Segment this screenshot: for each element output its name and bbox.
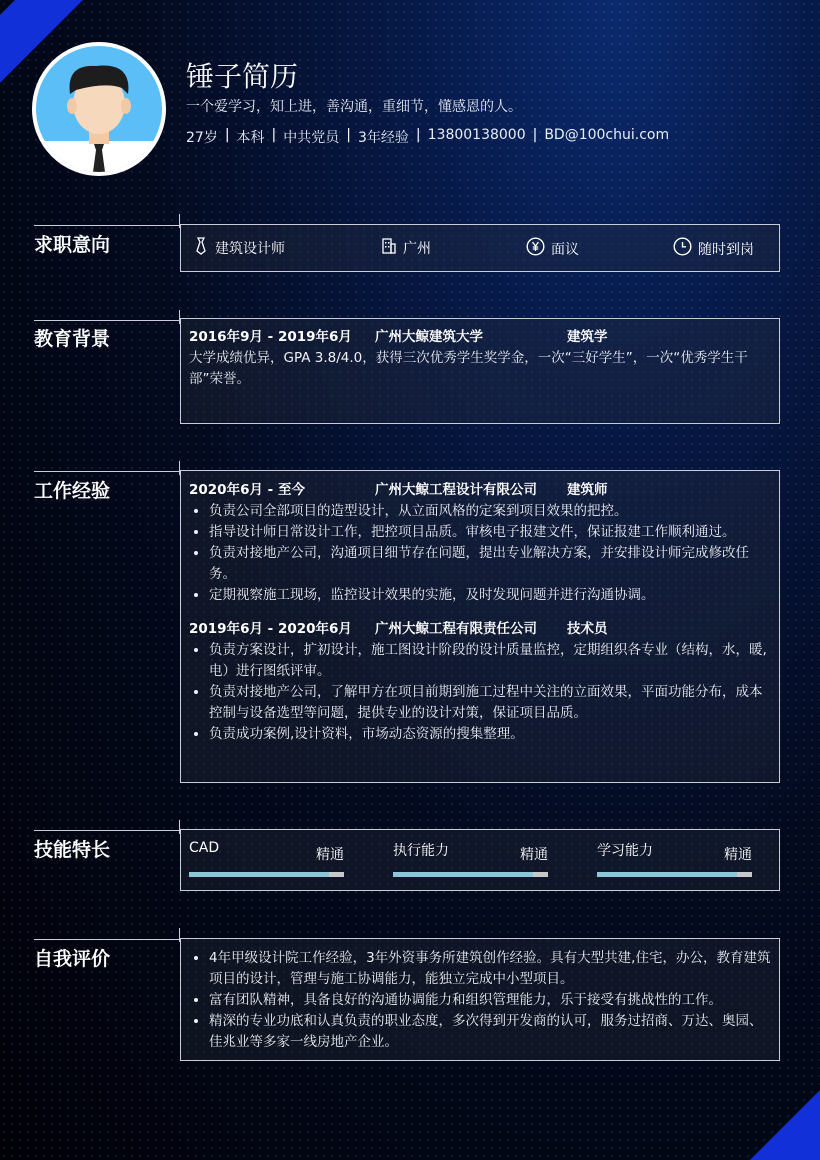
education-head bbox=[189, 327, 771, 348]
list-item: • 负责对接地产公司，沟通项目细节存在问题，提出专业解决方案，并安排设计师完成修改任务。 bbox=[209, 543, 771, 585]
section-title-self: 自我评价 bbox=[34, 948, 111, 970]
skill-name: CAD bbox=[189, 840, 220, 856]
info-age: 27岁 bbox=[186, 130, 218, 146]
yen-icon bbox=[526, 237, 551, 260]
intent-label: 随时到岗 bbox=[698, 241, 754, 258]
section-title-skills: 技能特长 bbox=[34, 839, 111, 861]
education-desc: 大学成绩优异，GPA 3.8/4.0，获得三次优秀学生奖学金，一次“三好学生”，一次“优秀学生干部”荣誉。 bbox=[189, 350, 748, 387]
info-experience: 3年经验 bbox=[357, 130, 409, 146]
info-phone: 13800138000 bbox=[427, 127, 526, 143]
list-item: • 精深的专业功底和认真负责的职业态度，多次得到开发商的认可，服务过招商、万达、奥园、佳兆业等多家一线房地产企业。 bbox=[209, 1011, 771, 1053]
list-item: • 负责成功案例,设计资料，市场动态资源的搜集整理。 bbox=[209, 724, 771, 745]
list-item: • 负责方案设计，扩初设计，施工图设计阶段的设计质量监控，定期组织各专业（结构，水，暖,电）进行图纸评审。 bbox=[209, 640, 771, 682]
list-item: • 指导设计师日常设计工作，把控项目品质。审核电子报建文件，保证报建工作顺利通过。 bbox=[209, 522, 771, 543]
section-title-work: 工作经验 bbox=[34, 480, 111, 502]
work-box bbox=[180, 470, 780, 783]
decor-corner bbox=[750, 1090, 820, 1160]
resume-name: 锤子简历 bbox=[186, 60, 299, 93]
motto: 一个爱学习，知上进，善沟通，重细节，懂感恩的人。 bbox=[186, 99, 522, 115]
work-date: 2020年6月 - 至今 bbox=[189, 482, 305, 498]
education-box bbox=[180, 318, 780, 424]
intent-label: 建筑设计师 bbox=[215, 241, 285, 257]
skill-name: 学习能力 bbox=[597, 843, 653, 859]
basic-info: 27岁 | 本科 | 中共党员 | 3年经验 | 13800138000 | BD@100chui.com bbox=[186, 127, 670, 146]
job-role: 建筑师 bbox=[567, 482, 608, 498]
avatar bbox=[32, 42, 166, 176]
work-date: 2019年6月 - 2020年6月 bbox=[189, 621, 352, 637]
list-item: • 定期视察施工现场，监控设计效果的实施，及时发现问题并进行沟通协调。 bbox=[209, 585, 771, 606]
skill-level: 精通 bbox=[520, 847, 548, 863]
section-divider bbox=[34, 225, 180, 226]
skill-level: 精通 bbox=[724, 847, 752, 863]
building-icon bbox=[381, 237, 403, 259]
skill-bar bbox=[393, 872, 548, 877]
section-title-intent: 求职意向 bbox=[34, 234, 111, 256]
list-item: • 负责对接地产公司，了解甲方在项目前期到施工过程中关注的立面效果，平面功能分布，成本控制与设备选型等问题，提供专业的设计对策，保证项目品质。 bbox=[209, 682, 771, 724]
skill-bar bbox=[189, 872, 344, 877]
company-name: 广州大鲸工程设计有限公司 bbox=[375, 482, 537, 498]
work-entry bbox=[189, 619, 771, 745]
intent-box bbox=[180, 224, 780, 272]
info-party: 中共党员 bbox=[283, 130, 340, 146]
skill-item bbox=[597, 840, 752, 877]
self-eval-box bbox=[180, 938, 780, 1061]
intent-position bbox=[193, 237, 285, 259]
intent-label: 广州 bbox=[403, 241, 431, 257]
list-item: • 4年甲级设计院工作经验，3年外资事务所建筑创作经验。具有大型共建,住宅，办公，教育建筑项目的设计，管理与施工协调能力，能独立完成中小型项目。 bbox=[209, 948, 771, 990]
work-head bbox=[189, 480, 771, 501]
section-divider bbox=[34, 471, 180, 472]
intent-availability bbox=[673, 237, 754, 260]
intent-salary bbox=[526, 237, 579, 260]
info-degree: 本科 bbox=[236, 130, 265, 146]
skill-item bbox=[189, 840, 344, 877]
job-role: 技术员 bbox=[567, 621, 608, 637]
intent-label: 面议 bbox=[551, 241, 579, 258]
company-name: 广州大鲸工程有限责任公司 bbox=[375, 621, 537, 637]
info-email: BD@100chui.com bbox=[544, 127, 670, 143]
skill-level: 精通 bbox=[316, 847, 344, 863]
clock-icon bbox=[673, 237, 698, 260]
work-entry bbox=[189, 480, 771, 606]
skills-box bbox=[180, 829, 780, 891]
education-date: 2016年9月 - 2019年6月 bbox=[189, 329, 352, 345]
section-divider bbox=[34, 320, 180, 321]
skill-bar bbox=[597, 872, 752, 877]
tie-icon bbox=[193, 237, 215, 259]
work-head bbox=[189, 619, 771, 640]
list-item: • 富有团队精神，具备良好的沟通协调能力和组织管理能力，乐于接受有挑战性的工作。 bbox=[209, 990, 771, 1011]
intent-city bbox=[381, 237, 431, 259]
skill-name: 执行能力 bbox=[393, 843, 449, 859]
section-divider bbox=[34, 830, 180, 831]
skill-item bbox=[393, 840, 548, 877]
list-item: • 负责公司全部项目的造型设计，从立面风格的定案到项目效果的把控。 bbox=[209, 501, 771, 522]
major: 建筑学 bbox=[567, 329, 608, 345]
school-name: 广州大鲸建筑大学 bbox=[375, 329, 483, 345]
section-divider bbox=[34, 939, 180, 940]
section-title-education: 教育背景 bbox=[34, 328, 111, 350]
